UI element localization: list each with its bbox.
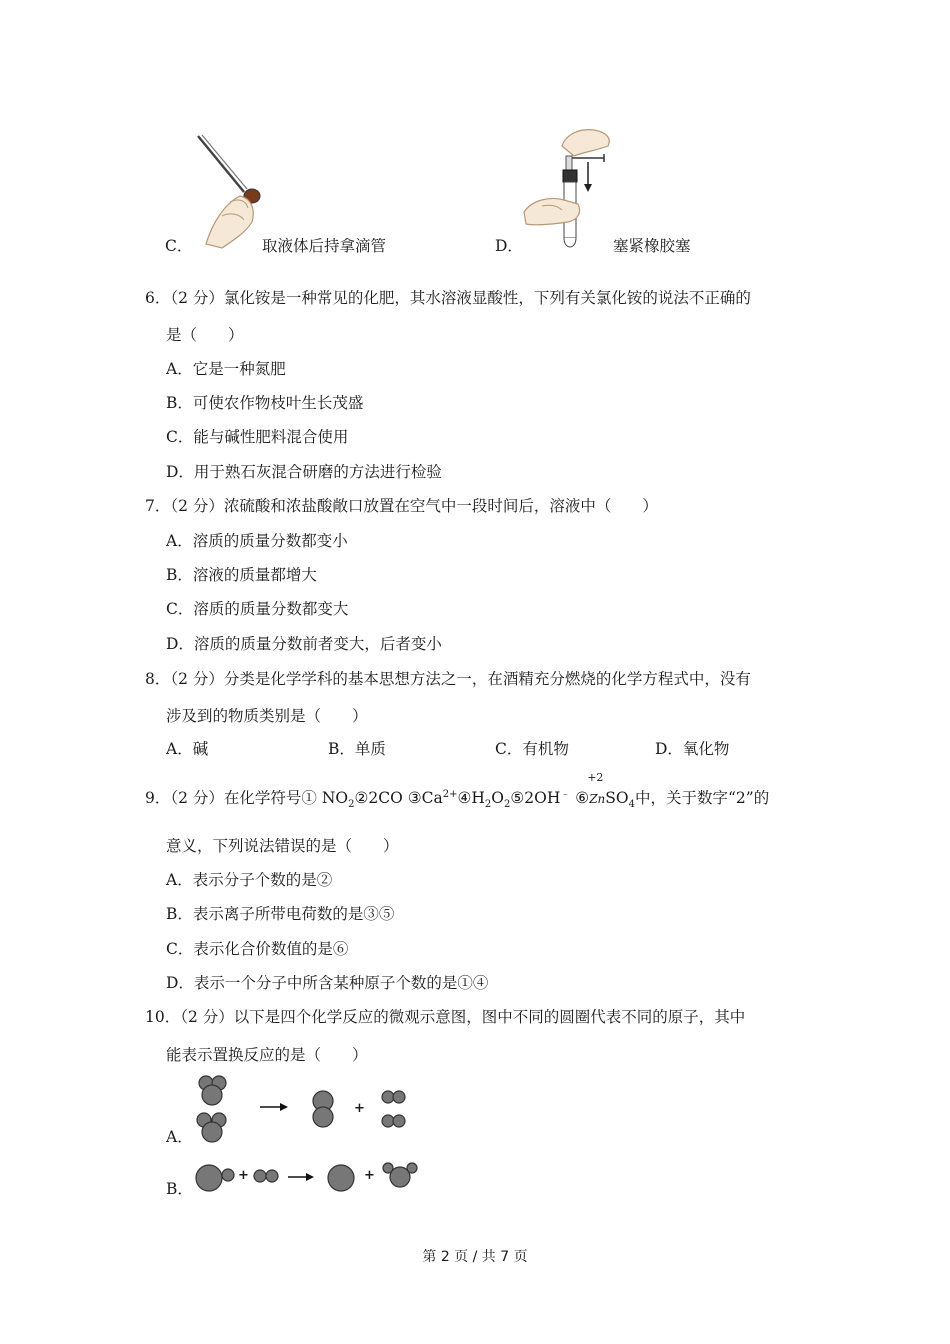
q5-option-c-letter: C． <box>165 237 193 255</box>
q9-option-c: C．表示化合价数值的是⑥ <box>166 940 349 958</box>
q9-stem-line2: 意义，下列说法错误的是（ ） <box>166 837 399 855</box>
q9-symbol-1: ① $NO_2$ <box>301 789 355 811</box>
q9-prefix: 9．（2 分）在化学符号 <box>145 789 302 808</box>
q6-option-c: C．能与碱性肥料混合使用 <box>166 428 349 446</box>
dropper-hand-image <box>192 132 267 250</box>
q8-stem-line2: 涉及到的物质类别是（ ） <box>166 707 368 725</box>
q9-symbol-4: ⑤2OH﹣ <box>510 789 571 808</box>
q6-option-a: A．它是一种氮肥 <box>166 360 286 378</box>
q6-stem-line2: 是（ ） <box>166 326 244 344</box>
q9-symbol-2: ②2CO $③Ca^{2+}$ <box>354 789 458 808</box>
q9-suffix: 中，关于数字“2”的 <box>634 789 770 808</box>
q7-option-c: C．溶质的质量分数都变大 <box>166 600 349 618</box>
q5-option-d-caption: 塞紧橡胶塞 <box>613 237 691 255</box>
q7-option-a: A．溶质的质量分数都变小 <box>166 532 348 550</box>
q10-option-a-diagram <box>192 1070 422 1145</box>
q10-option-b-diagram <box>192 1157 422 1197</box>
q6-option-b: B．可使农作物枝叶生长茂盛 <box>166 394 364 412</box>
q8-option-c: C．有机物 <box>495 740 569 758</box>
q8-option-a: A．碱 <box>166 740 209 758</box>
q7-option-d: D．溶质的质量分数前者变大，后者变小 <box>166 635 442 653</box>
q9-option-d: D．表示一个分子中所含某种原子个数的是①④ <box>166 974 489 992</box>
q7-option-b: B．溶液的质量都增大 <box>166 566 317 584</box>
q8-option-d: D．氧化物 <box>655 740 730 758</box>
q10-option-b-letter: B． <box>166 1180 193 1198</box>
q9-so4: $SO_4$ <box>605 789 635 811</box>
q5-option-d-letter: D． <box>495 237 523 255</box>
q10-option-a-letter: A． <box>166 1128 193 1146</box>
q7-stem: 7．（2 分）浓硫酸和浓盐酸敞口放置在空气中一段时间后，溶液中（ ） <box>145 497 658 515</box>
q8-stem-line1: 8．（2 分）分类是化学学科的基本思想方法之一，在酒精充分燃烧的化学方程式中，没有 <box>145 670 751 688</box>
q9-option-a: A．表示分子个数的是② <box>166 871 333 889</box>
q9-valence-mark: +2 <box>587 771 604 785</box>
q10-option-b-plus-2: + <box>364 1168 375 1183</box>
test-tube-stopper-image <box>522 126 614 254</box>
q9-valence-zn: +2 Zn <box>587 771 606 807</box>
q10-option-a-plus: + <box>354 1101 365 1116</box>
q5-option-c-caption: 取液体后持拿滴管 <box>262 237 387 255</box>
q6-option-d: D．用于熟石灰混合研磨的方法进行检验 <box>166 463 442 481</box>
q9-symbol-3: $④H_2O_2$ <box>457 789 511 811</box>
q10-stem-line1: 10．（2 分）以下是四个化学反应的微观示意图，图中不同的圆圈代表不同的原子，其中 <box>145 1008 746 1026</box>
q9-option-b: B．表示离子所带电荷数的是③⑤ <box>166 905 395 923</box>
q9-symbol-5: ⑥ <box>575 789 590 808</box>
q8-option-b: B．单质 <box>328 740 386 758</box>
q6-stem-line1: 6．（2 分）氯化铵是一种常见的化肥，其水溶液显酸性，下列有关氯化铵的说法不正确的 <box>145 289 751 307</box>
q9-stem-line1 <box>145 771 770 811</box>
q10-stem-line2: 能表示置换反应的是（ ） <box>166 1046 368 1064</box>
q10-option-b-plus-1: + <box>238 1168 249 1183</box>
page-footer: 第 2 页 / 共 7 页 <box>422 1249 528 1265</box>
